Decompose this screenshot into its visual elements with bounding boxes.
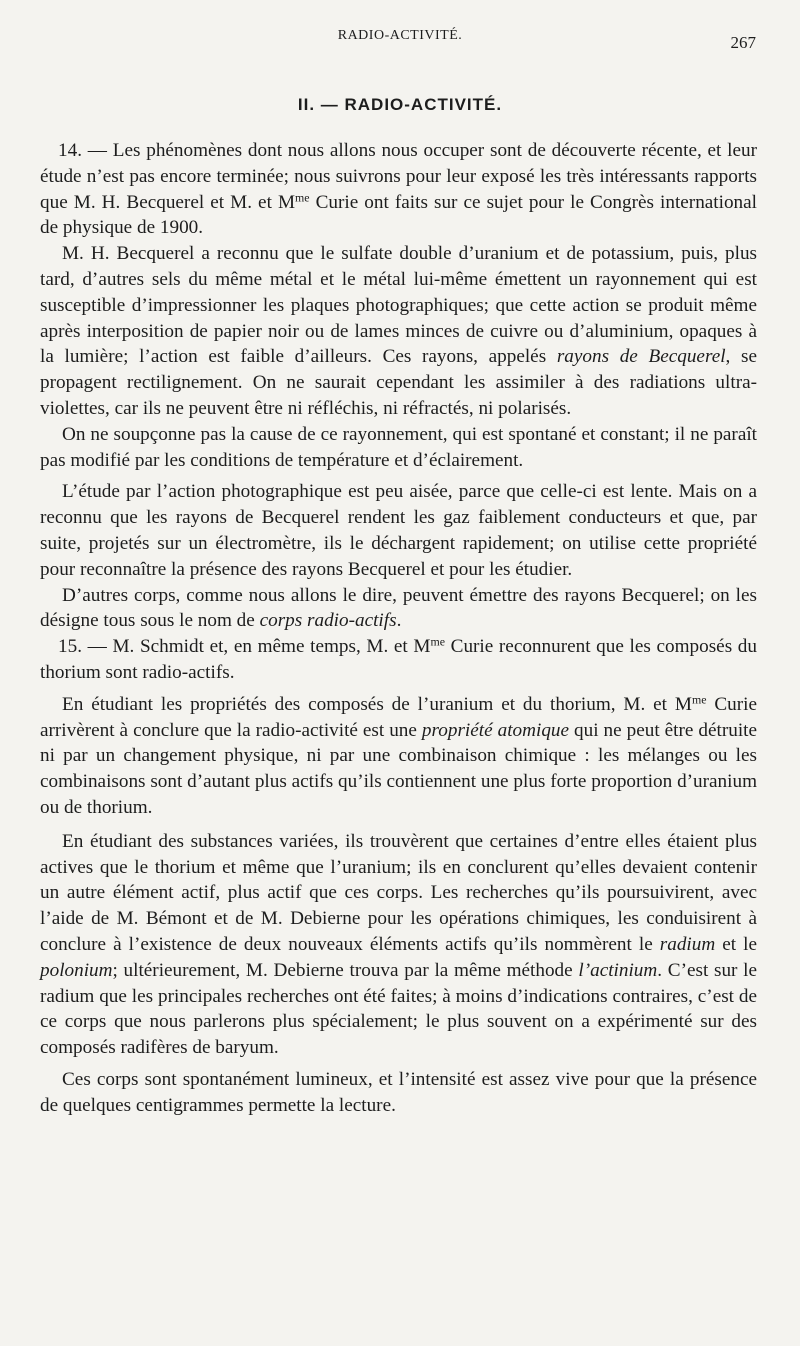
text-run: ; ultérieurement, M. Debierne trouva par la même méthode [112, 959, 579, 981]
italic-term: propriété atomique [421, 719, 570, 741]
text-run: Curie ont faits sur ce sujet pour le Congrès international de physique de 1900. [40, 191, 758, 239]
paragraph [40, 829, 757, 1061]
text-run: En étudiant les propriétés des composés de l’uranium et du thorium, M. et M [62, 693, 692, 715]
paragraph [40, 692, 757, 821]
text-run: Curie arrivèrent à conclure que la radio-activité est une [40, 693, 757, 741]
section-number: 14. [58, 140, 82, 161]
superscript: me [691, 692, 707, 707]
text-run: , se propagent rectilignement. On ne saurait cependant les assimiler à des radiations ultra-violettes, car ils ne peuvent être ni réfléchis, ni réfractés, ni polarisés. [40, 346, 757, 419]
text-run: et le [715, 933, 757, 955]
italic-term: rayons de Becquerel [556, 346, 726, 368]
text-run: D’autres corps, comme nous allons le dire, peuvent émettre des rayons Becquerel; on les désigne tous sous le nom de [40, 584, 757, 632]
italic-term: l’actinium [578, 959, 658, 981]
paragraph: On ne soupçonne pas la cause de ce rayonnement, qui est spontané et constant; il ne paraît pas modifié par les conditions de température et d’éclairement. [40, 423, 757, 471]
section-title: II. — RADIO-ACTIVITÉ. [297, 95, 503, 114]
running-head: RADIO-ACTIVITÉ. [337, 28, 463, 43]
superscript: me [295, 190, 310, 205]
text-run: — Les phénomènes dont nous allons nous occuper sont de découverte récente, et leur étude n’est pas encore terminée; nous suivrons pour leur exposé les très intéressants rapports que M. H. Becquerel et M. et M [40, 140, 757, 213]
text-run: — M. Schmidt et, en même temps, M. et M [81, 636, 431, 658]
superscript: me [430, 634, 445, 649]
paragraph [40, 583, 757, 635]
paragraph [40, 241, 757, 422]
section-number: 15. [58, 636, 82, 658]
text-run: En étudiant des substances variées, ils trouvèrent que certaines d’entre elles étaient plus actives que le thorium et même que l’uranium; ils en conclurent qu’elles devaient contenir un autre élément actif, plus actif que ces corps. Les recherches qu’ils poursuivirent, avec l’aide de M. Bémont et de M. Debierne pour les opérations chimiques, les conduisirent à conclure à l’existence de deux nouveaux éléments actifs qu’ils nommèrent le [40, 830, 757, 955]
italic-term: polonium [40, 959, 113, 981]
text-run: . [396, 610, 402, 632]
paragraph-14 [40, 138, 757, 241]
page-number: 267 [730, 33, 756, 52]
text-run: . C’est sur le radium que les principales recherches ont été faites; à moins d’indications contraires, c’est de ce corps que nous parlerons plus spécialement; le plus souvent on a expérimenté sur des composés radifères de baryum. [40, 959, 757, 1059]
italic-term: corps radio-actifs [259, 610, 397, 632]
text-run: qui ne peut être détruite ni par un changement physique, ni par une combinaison chimique : les mélanges ou les combinaisons sont d’autant plus actifs qu’ils contiennent une plus forte proportion d’uranium ou de thorium. [40, 719, 758, 818]
body-text [40, 138, 757, 1118]
paragraph: Ces corps sont spontanément lumineux, et l’intensité est assez vive pour que la présence de quelques centigrammes permette la lecture. [40, 1068, 757, 1116]
paragraph: L’étude par l’action photographique est peu aisée, parce que celle-ci est lente. Mais on a reconnu que les rayons de Becquerel rendent les gaz faiblement conducteurs et que, par suite, projetés sur un électromètre, ils le déchargent rapidement; on utilise cette propriété pour reconnaître la présence des rayons Becquerel et pour les étudier. [40, 481, 757, 580]
italic-term: radium [659, 933, 716, 955]
paragraph-15 [40, 634, 757, 686]
text-run: M. H. Becquerel a reconnu que le sulfate double d’uranium et de potassium, puis, plus tard, d’autres sels du même métal et le métal lui-même émettent un rayonnement qui est susceptible d’impressionner les plaques photographiques; que cette action se produit même après interposition de papier noir ou de lames minces de cuivre ou d’aluminium, opaques à la lumière; l’action est faible d’ailleurs. Ces rayons, appelés [40, 243, 757, 368]
text-run: Curie reconnurent que les composés du thorium sont radio-actifs. [40, 636, 757, 683]
